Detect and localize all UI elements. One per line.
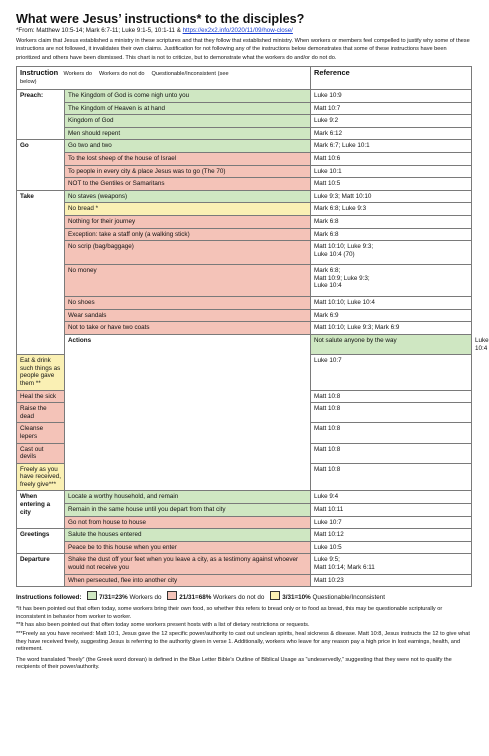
sources-text: *From: Matthew 10:5-14; Mark 6:7-11; Luke 9:1-5, 10:1-11 &	[16, 27, 181, 34]
table-row	[17, 216, 472, 229]
instruction-cell: No money	[65, 265, 311, 297]
instruction-cell: Shake the dust off your feet when you leave a city, as a testimony against whoever would not receive you	[65, 554, 311, 574]
instruction-cell: Go two and two	[65, 140, 311, 153]
instruction-cell: Men should repent	[65, 127, 311, 140]
instruction-cell: Freely as you have received, freely give***	[17, 463, 65, 491]
source-link[interactable]: https://ex2x2.info/2020/11/09/how-close/	[182, 27, 293, 34]
summary-red-value: 21/31=68%	[179, 594, 212, 602]
instruction-cell: Cleanse lepers	[17, 423, 65, 443]
table-row	[17, 297, 472, 310]
instruction-cell: No shoes	[65, 297, 311, 310]
table-row	[17, 115, 472, 128]
reference-cell: Matt 10:10; Luke 9:3; Mark 6:9	[311, 322, 472, 335]
instruction-cell: Salute the houses entered	[65, 529, 311, 542]
legend-workers-do-not: Workers do not do	[98, 70, 145, 77]
document-page	[16, 0, 489, 672]
table-row	[17, 541, 472, 554]
category-cell: Go	[17, 140, 65, 190]
table-row	[17, 554, 472, 574]
instruction-cell: No bread *	[65, 203, 311, 216]
instruction-cell: Locate a worthy household, and remain	[65, 491, 311, 504]
summary-green-value: 7/31=23%	[99, 594, 128, 602]
category-cell: When entering a city	[17, 491, 65, 529]
reference-cell: Mark 6:9	[311, 309, 472, 322]
table-row: Actions Not salute anyone by the way Luke 10:4	[17, 334, 472, 354]
reference-cell: Mark 6:12	[311, 127, 472, 140]
instruction-header-label: Instruction	[20, 67, 59, 77]
page-title: What were Jesus’ instructions* to the disciples?	[16, 12, 305, 26]
reference-cell: Luke 10:1	[311, 165, 472, 178]
legend-below: below)	[20, 79, 37, 86]
instruction-cell: Exception: take a staff only (a walking stick)	[65, 228, 311, 241]
table-row	[17, 203, 472, 216]
reference-cell: Mark 6:7; Luke 10:1	[311, 140, 472, 153]
summary-yellow-value: 3/31=10%	[282, 594, 311, 602]
table-row	[17, 516, 472, 529]
reference-cell: Luke 9:4	[311, 491, 472, 504]
instruction-cell: To the lost sheep of the house of Israel	[65, 153, 311, 166]
table-row	[17, 90, 472, 103]
reference-cell: Matt 10:10; Luke 10:4	[311, 297, 472, 310]
instruction-cell: To people in every city & place Jesus was to go (The 70)	[65, 165, 311, 178]
instruction-cell: No staves (weapons)	[65, 190, 311, 203]
instruction-cell: Cast out devils	[17, 443, 65, 463]
table-body	[17, 90, 489, 587]
instruction-cell: Heal the sick	[17, 390, 65, 403]
table-row	[17, 178, 472, 191]
table-row	[17, 529, 472, 542]
reference-cell: Matt 10:6	[311, 153, 472, 166]
instruction-cell: The Kingdom of God is come nigh unto you	[65, 90, 311, 103]
category-cell: Actions	[65, 334, 311, 491]
footnote: The word translated “freely” (the Greek word dorean) is defined in the Blue Letter Bible’s Outline of Biblical Usage as “undeservedly,” suggesting that they were not to qualify the recipients of their power/authority.	[16, 656, 452, 671]
reference-cell: Matt 10:8	[311, 463, 472, 491]
reference-cell: Luke 10:7	[311, 355, 472, 390]
table-row	[17, 322, 472, 335]
instruction-cell: NOT to the Gentiles or Samaritans	[65, 178, 311, 191]
table-row	[17, 190, 472, 203]
instruction-cell: Peace be to this house when you enter	[65, 541, 311, 554]
instruction-cell: Remain in the same house until you depart from that city	[65, 504, 311, 517]
table-row	[17, 574, 472, 587]
intro-paragraph: Workers claim that Jesus established a ministry in these scriptures and that they follow that established ministry. When workers or members feel compelled to justify why some of these instructions are not followed, it invalidates their own claims. Justification for not following any of the instructions below demonstrates that some of these instructions have been prioritized and others have been dismissed. This chart is not to criticize, but to demonstrate what the workers do and/or do not do.	[16, 38, 470, 61]
instruction-cell: Wear sandals	[65, 309, 311, 322]
instruction-cell: Kingdom of God	[65, 115, 311, 128]
reference-cell: Matt 10:23	[311, 574, 472, 587]
reference-header-label: Reference	[314, 67, 350, 77]
instruction-cell: The Kingdom of Heaven is at hand	[65, 102, 311, 115]
green-swatch	[87, 591, 97, 600]
table-row	[17, 140, 472, 153]
reference-cell: Luke 10:7	[311, 516, 472, 529]
instruction-cell: No scrip (bag/baggage)	[65, 241, 311, 265]
table-row	[17, 165, 472, 178]
footnote: **It has also been pointed out that often today some workers present hosts with a list of dietary restrictions or requests.	[16, 622, 310, 629]
summary-red-label: Workers do not do	[213, 594, 265, 602]
summary-label: Instructions followed:	[16, 594, 82, 602]
reference-cell: Matt 10:8	[311, 423, 472, 443]
instruction-cell: Not salute anyone by the way	[311, 334, 472, 354]
reference-cell: Matt 10:7	[311, 102, 472, 115]
reference-cell: Matt 10:8	[311, 443, 472, 463]
summary-yellow-label: Questionable/Inconsistent	[312, 594, 385, 602]
instruction-cell: Go not from house to house	[65, 516, 311, 529]
instruction-cell: Nothing for their journey	[65, 216, 311, 229]
reference-cell: Matt 10:5	[311, 178, 472, 191]
reference-cell: Matt 10:8	[311, 390, 472, 403]
table-row	[17, 153, 472, 166]
footnotes	[16, 606, 471, 672]
instruction-header	[17, 66, 311, 89]
legend-questionable: Questionable/Inconsistent	[151, 70, 216, 77]
category-cell: Preach:	[17, 90, 65, 140]
reference-cell: Luke 10:9	[311, 90, 472, 103]
red-swatch	[167, 591, 177, 600]
table-header-row	[17, 66, 472, 89]
reference-cell: Luke 9:2	[311, 115, 472, 128]
instruction-cell: When persecuted, flee into another city	[65, 574, 311, 587]
instruction-cell: Not to take or have two coats	[65, 322, 311, 335]
reference-header	[311, 66, 472, 89]
reference-cell: Matt 10:11	[311, 504, 472, 517]
legend-workers-do: Workers do	[63, 70, 92, 77]
reference-cell: Luke 10:5	[311, 541, 472, 554]
footnote: *It has been pointed out that often today, some workers bring their own food, so whether this refers to bread only or to food as bread, this may be questionable scripturally or inconsistent in behavior from worker to worker.	[16, 606, 443, 620]
reference-cell: Mark 6:8; Luke 9:3	[311, 203, 472, 216]
summary-line	[16, 591, 471, 602]
instruction-cell: Raise the dead	[17, 403, 65, 423]
table-row	[17, 504, 472, 517]
table-row	[17, 265, 472, 297]
table-row	[17, 228, 472, 241]
reference-cell: Mark 6:8	[311, 216, 472, 229]
category-cell: Take	[17, 190, 65, 354]
reference-cell: Matt 10:8	[311, 403, 472, 423]
table-row	[17, 241, 472, 265]
instruction-cell: Eat & drink such things as people gave them **	[17, 355, 65, 390]
category-cell: Greetings	[17, 529, 65, 554]
reference-cell: Matt 10:10; Luke 9:3; Luke 10:4 (70)	[311, 241, 472, 265]
table-row	[17, 127, 472, 140]
legend-see: (see	[217, 70, 229, 77]
reference-cell: Mark 6:8; Matt 10:9; Luke 9:3; Luke 10:4	[311, 265, 472, 297]
reference-cell: Luke 9:3; Matt 10:10	[311, 190, 472, 203]
reference-cell: Matt 10:12	[311, 529, 472, 542]
instructions-table	[16, 66, 489, 587]
reference-cell: Luke 9:5; Matt 10:14; Mark 6:11	[311, 554, 472, 574]
summary-green-label: Workers do	[129, 594, 162, 602]
table-row	[17, 309, 472, 322]
reference-cell: Mark 6:8	[311, 228, 472, 241]
sources-line	[16, 26, 471, 35]
yellow-swatch	[270, 591, 280, 600]
category-cell: Departure	[17, 554, 65, 587]
table-row	[17, 102, 472, 115]
footnote: ***Freely as you have received: Matt 10:1, Jesus gave the 12 specific power/authority to cast out unclean spirits, heal sickness & disease. Matt 10:8, Jesus instructs the 12 to give what they have received freely, suggesting Jesus is referring to the authority given in verse 1. Additionally, workers who leave for any reason pay a high price in lost earnings, health, and retirement.	[16, 631, 470, 653]
table-row	[17, 491, 472, 504]
